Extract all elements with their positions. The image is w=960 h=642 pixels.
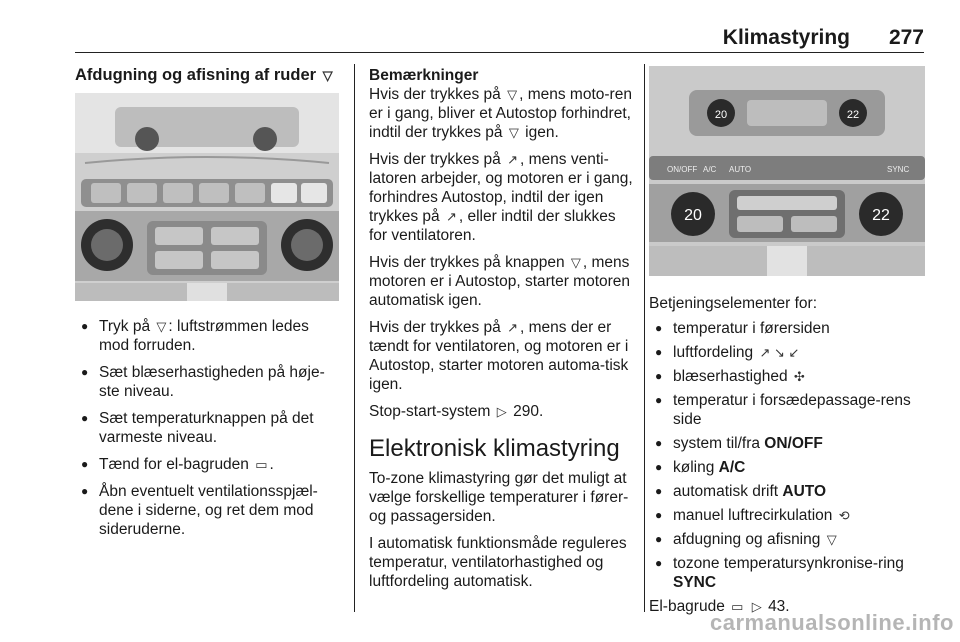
column-divider-2 xyxy=(644,64,645,612)
fan-icon: ✣ xyxy=(793,369,805,384)
section-heading-defrost: Afdugning og afisning af ruder ▽ xyxy=(75,66,333,84)
electronic-climate-panel-drawing xyxy=(649,66,925,276)
page-reference-link[interactable]: 43. xyxy=(768,598,790,615)
list-item: ● system til/fra ON/OFF xyxy=(649,434,929,453)
air-distribution-icon: ↗ xyxy=(445,209,457,224)
climate-panel-drawing xyxy=(75,93,339,301)
list-item: ● automatisk drift AUTO xyxy=(649,482,929,501)
body-paragraph: I automatisk funktionsmåde reguleres temperatur, ventilatorhastighed og luftfordeling automatisk. xyxy=(369,535,627,590)
list-item: ● Tryk på ▽ : luftstrømmen ledes mod forruden. xyxy=(75,317,341,355)
cross-reference: Stop-start-system ▷ 290. xyxy=(369,403,544,420)
column-right xyxy=(649,66,929,616)
windshield-defrost-icon: ▽ xyxy=(826,532,837,547)
controls-intro: Betjeningselementer for: xyxy=(649,295,818,312)
right-temp-label: 22 xyxy=(872,207,890,224)
windshield-defrost-icon: ▽ xyxy=(508,125,519,140)
onoff-button-label: ON/OFF xyxy=(667,165,698,174)
cross-reference-link[interactable]: Stop-start-system xyxy=(369,403,491,420)
list-item: ● Sæt temperaturknappen på det varmeste niveau. xyxy=(75,409,341,447)
list-item: ● luftfordeling ↗ ↘ ↙ xyxy=(649,343,929,362)
air-distribution-icon: ↗ xyxy=(507,152,519,167)
top-left-temp-label: 20 xyxy=(714,109,728,121)
notes-heading: Bemærkninger xyxy=(369,67,479,84)
watermark: carmanualsonline.info xyxy=(710,610,954,635)
rear-window-reference: El-bagrude ▭ ▷ 43. xyxy=(649,598,790,615)
note-paragraph: Hvis der trykkes på ↗ , mens der er tændt for ventilatoren, og motoren er i Autostop, starter motoren automa-tisk igen. xyxy=(369,319,629,393)
note-paragraph: Hvis der trykkes på ↗ , mens venti-latoren arbejder, og motoren er i gang, forhindres Autostop, indtil der igen trykkes på ↗ , eller indtil der slukkes for ventilatoren. xyxy=(369,151,633,244)
windshield-defrost-icon: ▽ xyxy=(507,87,518,102)
windshield-defrost-icon: ▽ xyxy=(570,255,581,270)
left-temp-label: 20 xyxy=(684,207,702,224)
air-distribution-icons: ↗ ↘ ↙ xyxy=(759,345,800,360)
list-item: ● Åbn eventuelt ventilationsspjæl-dene i siderne, og ret dem mod sideruderne. xyxy=(75,482,341,539)
list-item: ● Sæt blæserhastigheden på høje-ste niveau. xyxy=(75,363,341,401)
list-item: ● tozone temperatursynkronise-ring SYNC xyxy=(649,554,929,592)
windshield-defrost-icon: ▽ xyxy=(156,319,167,334)
controls-list xyxy=(649,319,929,592)
climate-panel-photo-left xyxy=(75,93,339,301)
rear-window-heat-icon: ▭ xyxy=(731,599,744,614)
page-title: Klimastyring xyxy=(722,26,850,49)
list-item: ● køling A/C xyxy=(649,458,929,477)
column-left xyxy=(75,66,341,547)
note-paragraph: Hvis der trykkes på ▽ , mens moto-ren er i gang, bliver et Autostop forhindret, indtil der trykkes på ▽ igen. xyxy=(369,86,632,141)
windshield-defrost-icon: ▽ xyxy=(322,68,333,83)
list-item: ● blæserhastighed ✣ xyxy=(649,367,929,386)
climate-panel-photo-right xyxy=(649,66,925,276)
list-item: ● temperatur i forsædepassage-rens side xyxy=(649,391,929,429)
page-number: 277 xyxy=(888,26,924,49)
reference-arrow-icon: ▷ xyxy=(496,404,507,419)
recirculation-icon: ⟲ xyxy=(838,508,850,523)
note-paragraph: Hvis der trykkes på knappen ▽ , mens motoren er i Autostop, starter motoren automatisk igen. xyxy=(369,254,631,309)
sync-button-label: SYNC xyxy=(887,165,910,174)
list-item: ● manuel luftrecirkulation ⟲ xyxy=(649,506,929,525)
list-item: ● afdugning og afisning ▽ xyxy=(649,530,929,549)
ac-button-label: A/C xyxy=(703,165,717,174)
section-title-electronic-climate: Elektronisk klimastyring xyxy=(369,435,620,462)
list-item: ● temperatur i førersiden xyxy=(649,319,929,338)
column-middle xyxy=(369,66,633,599)
defrost-steps-list xyxy=(75,317,341,539)
page-header xyxy=(75,24,924,53)
air-distribution-icon: ↗ xyxy=(507,320,519,335)
reference-arrow-icon: ▷ xyxy=(751,599,762,614)
top-right-temp-label: 22 xyxy=(846,109,860,121)
column-divider-1 xyxy=(354,64,355,612)
auto-button-label: AUTO xyxy=(729,165,752,174)
rear-window-heat-icon: ▭ xyxy=(255,457,268,472)
body-paragraph: To-zone klimastyring gør det muligt at vælge forskellige temperaturer i fører-og passagersiden. xyxy=(369,470,629,525)
list-item: ● Tænd for el-bagruden ▭ . xyxy=(75,455,341,474)
